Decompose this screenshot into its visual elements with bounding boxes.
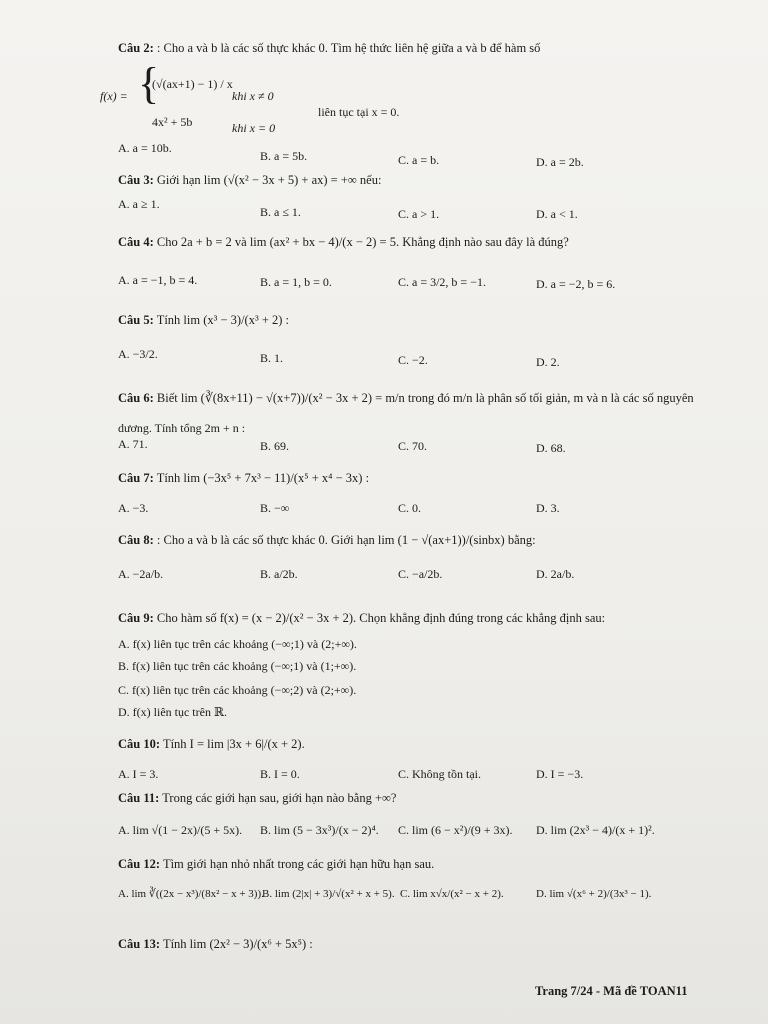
- question-11: [118, 790, 698, 806]
- piecewise-case-2-cond: khi x = 0: [232, 121, 276, 135]
- option-d: D. lim (2x³ − 4)/(x + 1)².: [536, 823, 655, 837]
- option-d: D. 68.: [536, 441, 566, 455]
- option-c: C. f(x) liên tục trên các khoảng (−∞;2) và (2;+∞).: [118, 683, 357, 697]
- option-b: B. I = 0.: [260, 767, 300, 781]
- question-label: Câu 6:: [118, 391, 154, 405]
- piecewise-case-1-cond: khi x ≠ 0: [232, 89, 274, 103]
- question-text: Trong các giới hạn sau, giới hạn nào bằng +∞?: [162, 791, 397, 805]
- option-d: D. 2.: [536, 355, 560, 369]
- option-d: D. 3.: [536, 501, 560, 515]
- question-text: Cho hàm số f(x) = (x − 2)/(x² − 3x + 2). Chọn khẳng định đúng trong các khẳng định sau:: [156, 611, 606, 625]
- question-label: Câu 4:: [118, 235, 154, 249]
- question-6-continued: dương. Tính tổng 2m + n :: [118, 421, 246, 435]
- option-a: A. f(x) liên tục trên các khoảng (−∞;1) và (2;+∞).: [118, 637, 357, 651]
- option-d: D. a = 2b.: [536, 155, 584, 169]
- option-d: D. 2a/b.: [536, 567, 575, 581]
- option-b: B. lim (5 − 3x³)/(x − 2)⁴.: [260, 823, 379, 837]
- question-label: Câu 9:: [118, 611, 154, 625]
- option-a: A. lim ∛((2x − x³)/(8x² − x + 3)).: [118, 888, 264, 900]
- question-12: [118, 856, 698, 872]
- option-a: A. −3/2.: [118, 347, 158, 361]
- option-c: C. lim x√x/(x² − x + 2).: [400, 888, 504, 900]
- question-text: Cho 2a + b = 2 và lim (ax² + bx − 4)/(x − 2) = 5. Khẳng định nào sau đây là đúng?: [156, 235, 569, 249]
- question-text: Tìm giới hạn nhỏ nhất trong các giới hạn hữu hạn sau.: [162, 857, 435, 871]
- question-5: [118, 312, 698, 328]
- question-text: Giới hạn lim (√(x² − 3x + 5) + ax) = +∞ nếu:: [156, 173, 382, 187]
- question-text: Biết lim (∛(8x+11) − √(x+7))/(x² − 3x + 2) = m/n trong đó m/n là phân số tối giản, m và n là các số nguyên: [156, 391, 694, 405]
- question-label: Câu 3:: [118, 173, 154, 187]
- option-d: D. I = −3.: [536, 767, 584, 781]
- option-b: B. 69.: [260, 439, 290, 453]
- question-label: Câu 2:: [118, 41, 154, 55]
- option-c: C. −2.: [398, 353, 428, 367]
- question-8: [118, 532, 698, 548]
- option-c: C. 70.: [398, 439, 428, 453]
- option-d: D. a = −2, b = 6.: [536, 277, 616, 291]
- question-text: Tính lim (x³ − 3)/(x³ + 2) :: [156, 313, 290, 327]
- piecewise-tail: liên tục tại x = 0.: [318, 105, 400, 119]
- option-b: B. f(x) liên tục trên các khoảng (−∞;1) và (1;+∞).: [118, 659, 357, 673]
- option-a: A. a ≥ 1.: [118, 197, 160, 211]
- option-a: A. −3.: [118, 501, 149, 515]
- option-a: A. a = −1, b = 4.: [118, 273, 198, 287]
- option-a: A. a = 10b.: [118, 141, 172, 155]
- option-c: C. Không tồn tại.: [398, 767, 481, 781]
- question-text: Tính lim (−3x⁵ + 7x³ − 11)/(x⁵ + x⁴ − 3x) :: [156, 471, 370, 485]
- option-a: A. −2a/b.: [118, 567, 164, 581]
- option-c: C. a = 3/2, b = −1.: [398, 275, 486, 289]
- brace-icon: {: [138, 59, 160, 108]
- question-10: [118, 736, 698, 752]
- option-c: C. lim (6 − x²)/(9 + 3x).: [398, 823, 513, 837]
- option-b: B. 1.: [260, 351, 284, 365]
- question-9: [118, 610, 698, 626]
- question-3: [118, 172, 698, 188]
- option-b: B. a ≤ 1.: [260, 205, 301, 219]
- option-a: A. lim √(1 − 2x)/(5 + 5x).: [118, 823, 243, 837]
- question-label: Câu 13:: [118, 937, 161, 951]
- question-label: Câu 7:: [118, 471, 154, 485]
- question-text: : Cho a và b là các số thực khác 0. Tìm hệ thức liên hệ giữa a và b để hàm số: [156, 41, 541, 55]
- question-4: [118, 234, 698, 250]
- question-label: Câu 5:: [118, 313, 154, 327]
- question-6: [118, 390, 708, 406]
- option-a: A. 71.: [118, 437, 148, 451]
- question-13: [118, 936, 698, 952]
- option-c: C. 0.: [398, 501, 422, 515]
- option-b: B. lim (2|x| + 3)/√(x² + x + 5).: [262, 888, 395, 900]
- question-text: : Cho a và b là các số thực khác 0. Giới hạn lim (1 − √(ax+1))/(sinbx) bằng:: [156, 533, 536, 547]
- question-text: Tính lim (2x² − 3)/(x⁶ + 5x⁵) :: [162, 937, 313, 951]
- piecewise-case-1: (√(ax+1) − 1) / x: [152, 77, 233, 91]
- piecewise-fx: f(x) =: [100, 89, 128, 103]
- option-c: C. a = b.: [398, 153, 440, 167]
- option-b: B. a = 5b.: [260, 149, 308, 163]
- question-text: Tính I = lim |3x + 6|/(x + 2).: [162, 737, 305, 751]
- piecewise-case-2: 4x² + 5b: [152, 115, 193, 129]
- question-label: Câu 10:: [118, 737, 161, 751]
- question-2: [118, 40, 698, 56]
- question-label: Câu 8:: [118, 533, 154, 547]
- option-b: B. −∞: [260, 501, 290, 515]
- question-label: Câu 12:: [118, 857, 161, 871]
- option-d: D. lim √(x⁶ + 2)/(3x³ − 1).: [536, 888, 652, 900]
- option-a: A. I = 3.: [118, 767, 159, 781]
- question-7: [118, 470, 698, 486]
- option-b: B. a/2b.: [260, 567, 298, 581]
- option-d: D. f(x) liên tục trên ℝ.: [118, 705, 227, 719]
- option-d: D. a < 1.: [536, 207, 578, 221]
- option-b: B. a = 1, b = 0.: [260, 275, 332, 289]
- page-footer: Trang 7/24 - Mã đề TOAN11: [535, 984, 688, 998]
- question-label: Câu 11:: [118, 791, 160, 805]
- option-c: C. a > 1.: [398, 207, 440, 221]
- option-c: C. −a/2b.: [398, 567, 443, 581]
